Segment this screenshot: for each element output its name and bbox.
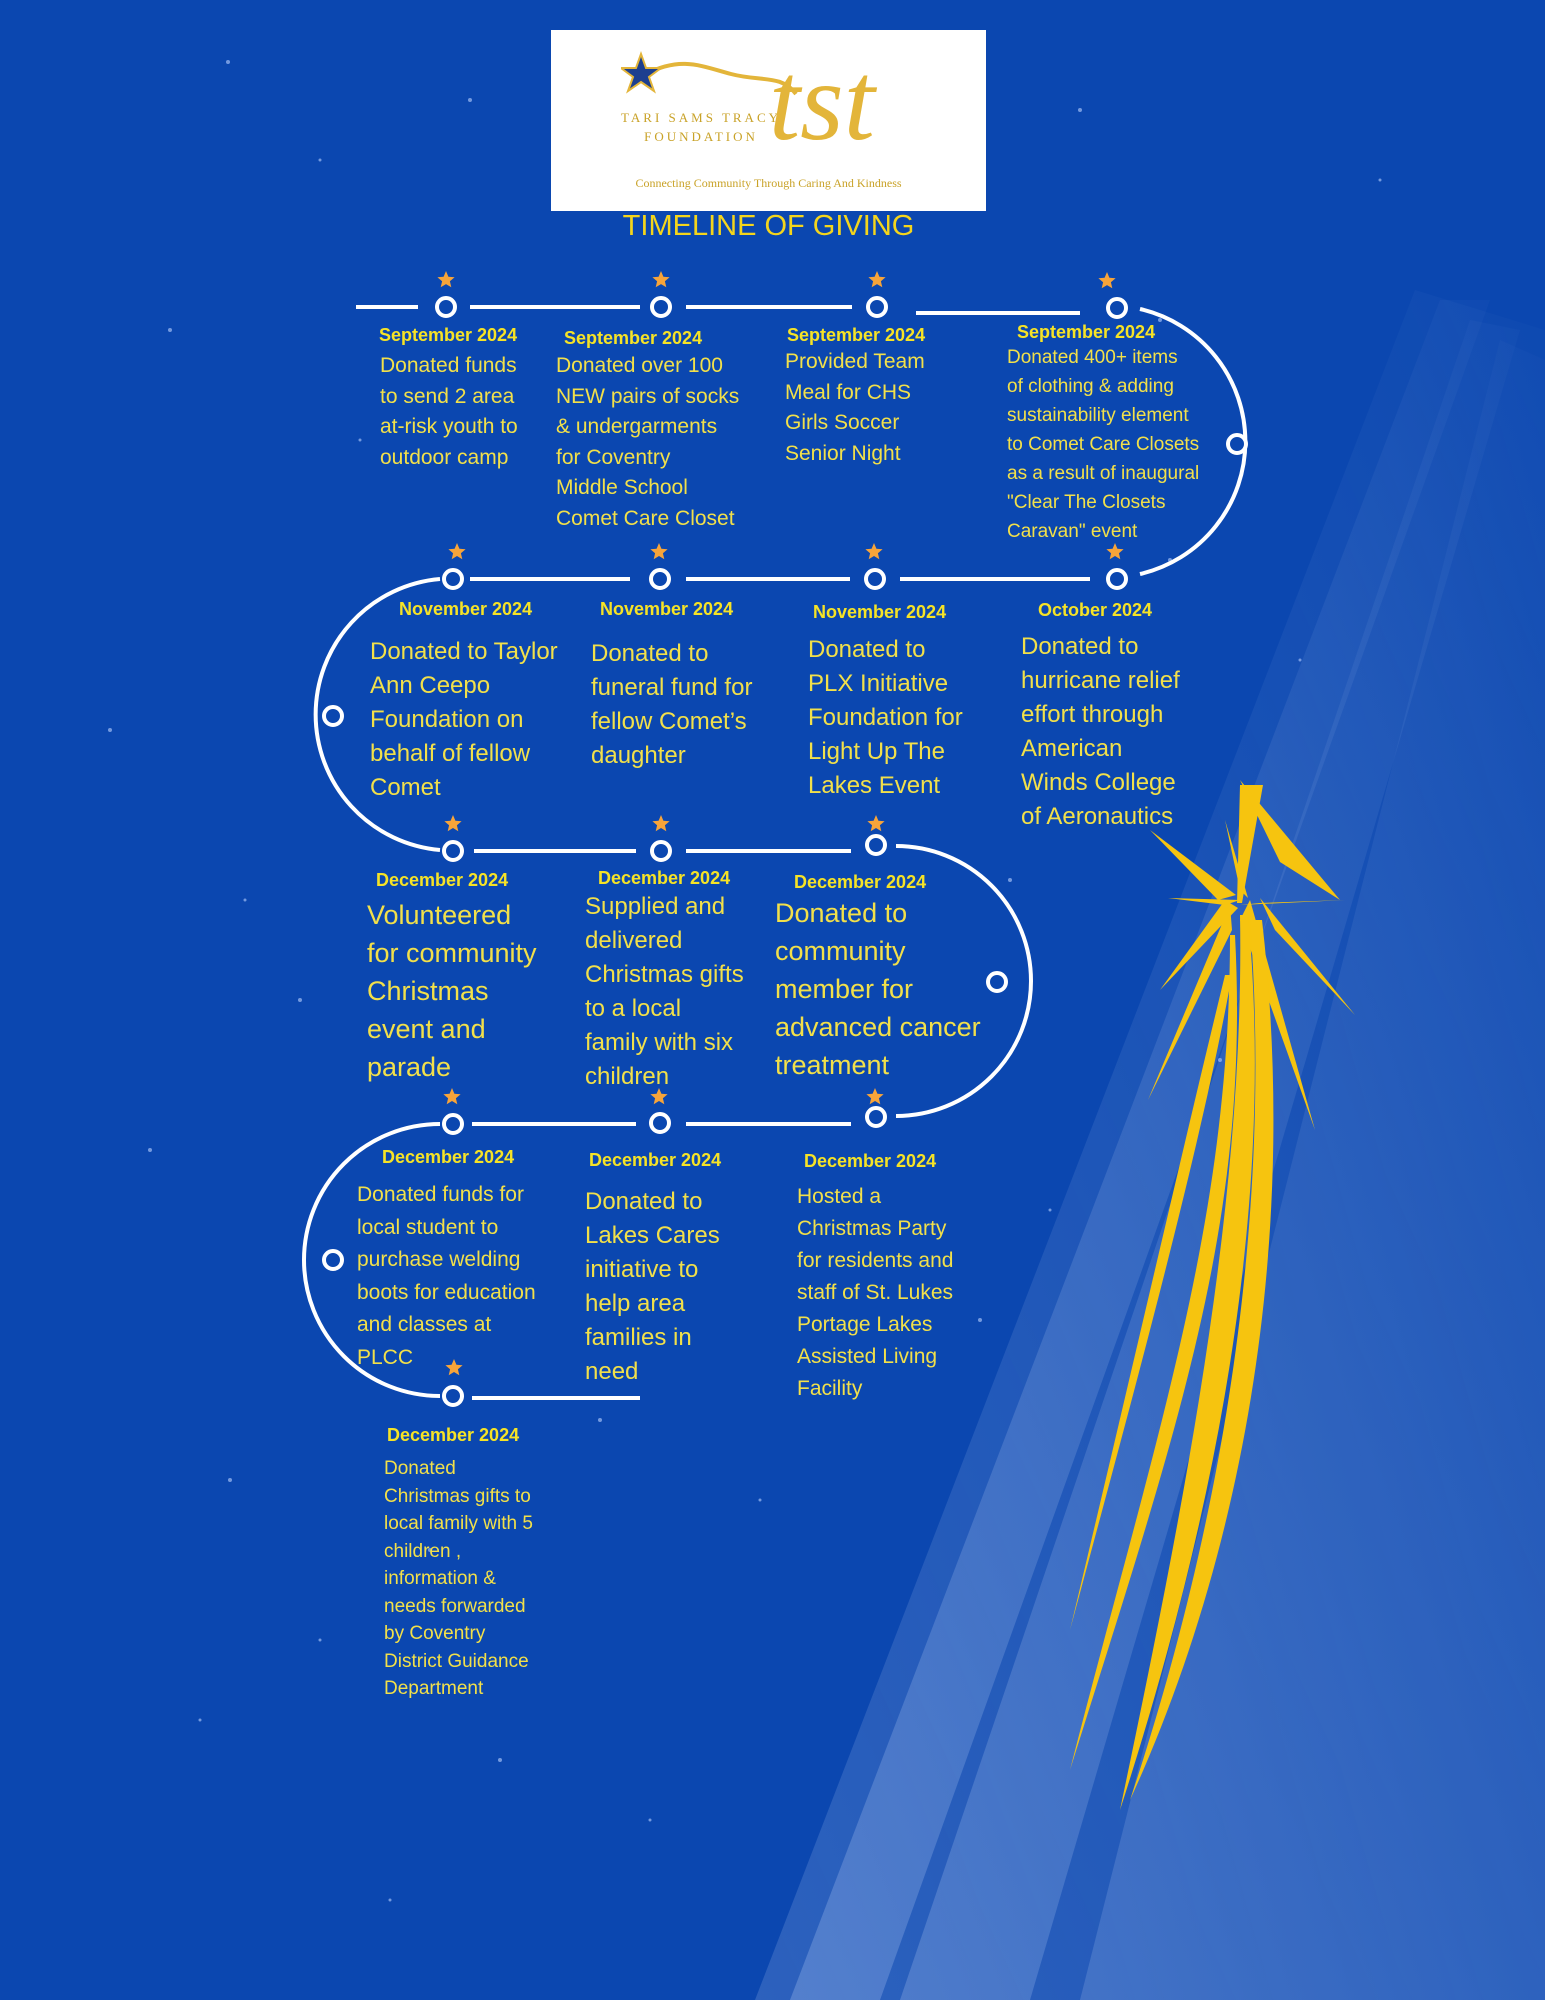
- logo-name: [611, 108, 791, 146]
- event-date: November 2024: [399, 599, 533, 619]
- timeline-node: [867, 1108, 885, 1126]
- event-description: Donated funds to send 2 area at-risk youth to outdoor camp: [380, 354, 518, 469]
- event-description: Supplied and delivered Christmas gifts to a local family with six children: [585, 893, 744, 1090]
- event-description: Donated to Taylor Ann Ceepo Foundation on behalf of fellow Comet: [370, 638, 558, 801]
- timeline-node: [651, 1114, 669, 1132]
- star-icon: [1098, 272, 1115, 288]
- logo-name-line2: FOUNDATION: [644, 129, 758, 144]
- event-description: Provided Team Meal for CHS Girls Soccer Senior Night: [785, 350, 925, 465]
- event-date: September 2024: [564, 328, 703, 348]
- star-icon: [867, 815, 884, 831]
- timeline-node: [444, 1387, 462, 1405]
- star-icon: [444, 815, 461, 831]
- event-date: December 2024: [376, 870, 509, 890]
- event-description: Donated to funeral fund for fellow Comet’s daughter: [591, 640, 753, 769]
- star-icon: [437, 271, 454, 287]
- event-date: December 2024: [589, 1150, 722, 1170]
- event-description: Hosted a Christmas Party for residents and staff of St. Lukes Portage Lakes Assisted Living Facility: [797, 1185, 954, 1400]
- page-title: TIMELINE OF GIVING: [622, 210, 915, 242]
- event-date: December 2024: [794, 872, 927, 892]
- timeline-node: [652, 298, 670, 316]
- logo-monogram: tst: [769, 40, 875, 164]
- event-date: September 2024: [1017, 322, 1156, 342]
- event-date: September 2024: [787, 325, 926, 345]
- event-date: December 2024: [387, 1425, 520, 1445]
- event-description: Donated funds for local student to purchase welding boots for education and classes at PLCC: [357, 1183, 536, 1369]
- event-description: Donated Christmas gifts to local family with 5 children , information & needs forwarded by Coventry District Guidance Department: [384, 1458, 533, 1699]
- event-date: September 2024: [379, 325, 518, 345]
- event-description: Donated to Lakes Cares initiative to help area families in need: [585, 1188, 720, 1385]
- timeline-node: [652, 842, 670, 860]
- star-icon: [443, 1088, 460, 1104]
- star-icon: [866, 1088, 883, 1104]
- event-description: Donated over 100 NEW pairs of socks & undergarments for Coventry Middle School Comet Care Closet: [556, 354, 740, 530]
- timeline-turn-node: [988, 973, 1006, 991]
- event-date: December 2024: [804, 1151, 937, 1171]
- timeline-node: [444, 842, 462, 860]
- star-icon: [865, 543, 882, 559]
- event-date: October 2024: [1038, 600, 1153, 620]
- timeline-turn-node: [1228, 435, 1246, 453]
- timeline-node: [444, 570, 462, 588]
- event-date: November 2024: [813, 602, 947, 622]
- event-date: November 2024: [600, 599, 734, 619]
- timeline-node: [444, 1115, 462, 1133]
- star-icon: [868, 271, 885, 287]
- star-icon: [652, 271, 669, 287]
- event-description: Donated to community member for advanced cancer treatment: [775, 898, 981, 1080]
- timeline-node: [866, 570, 884, 588]
- star-icon: [650, 543, 667, 559]
- star-icon: [448, 543, 465, 559]
- event-date: December 2024: [382, 1147, 515, 1167]
- logo-tagline: Connecting Community Through Caring And Kindness: [635, 176, 902, 190]
- timeline-node: [868, 298, 886, 316]
- star-icon: [652, 815, 669, 831]
- event-description: Donated to PLX Initiative Foundation for Light Up The Lakes Event: [808, 636, 963, 799]
- foundation-logo: [551, 30, 986, 211]
- event-description: Donated to hurricane relief effort through American Winds College of Aeronautics: [1021, 633, 1180, 830]
- timeline-turn-node: [324, 1251, 342, 1269]
- event-description: Donated 400+ items of clothing & adding sustainability element to Comet Care Closets as a result of inaugural "Clear The Closets Caravan" event: [1007, 347, 1200, 542]
- logo-name-line1: TARI SAMS TRACY: [620, 110, 782, 125]
- event-description: Volunteered for community Christmas event and parade: [367, 900, 537, 1082]
- timeline-node: [651, 570, 669, 588]
- timeline-turn-node: [324, 707, 342, 725]
- timeline-node: [867, 836, 885, 854]
- event-date: December 2024: [598, 868, 731, 888]
- timeline-node: [1108, 299, 1126, 317]
- timeline-node: [1108, 570, 1126, 588]
- timeline-node: [437, 298, 455, 316]
